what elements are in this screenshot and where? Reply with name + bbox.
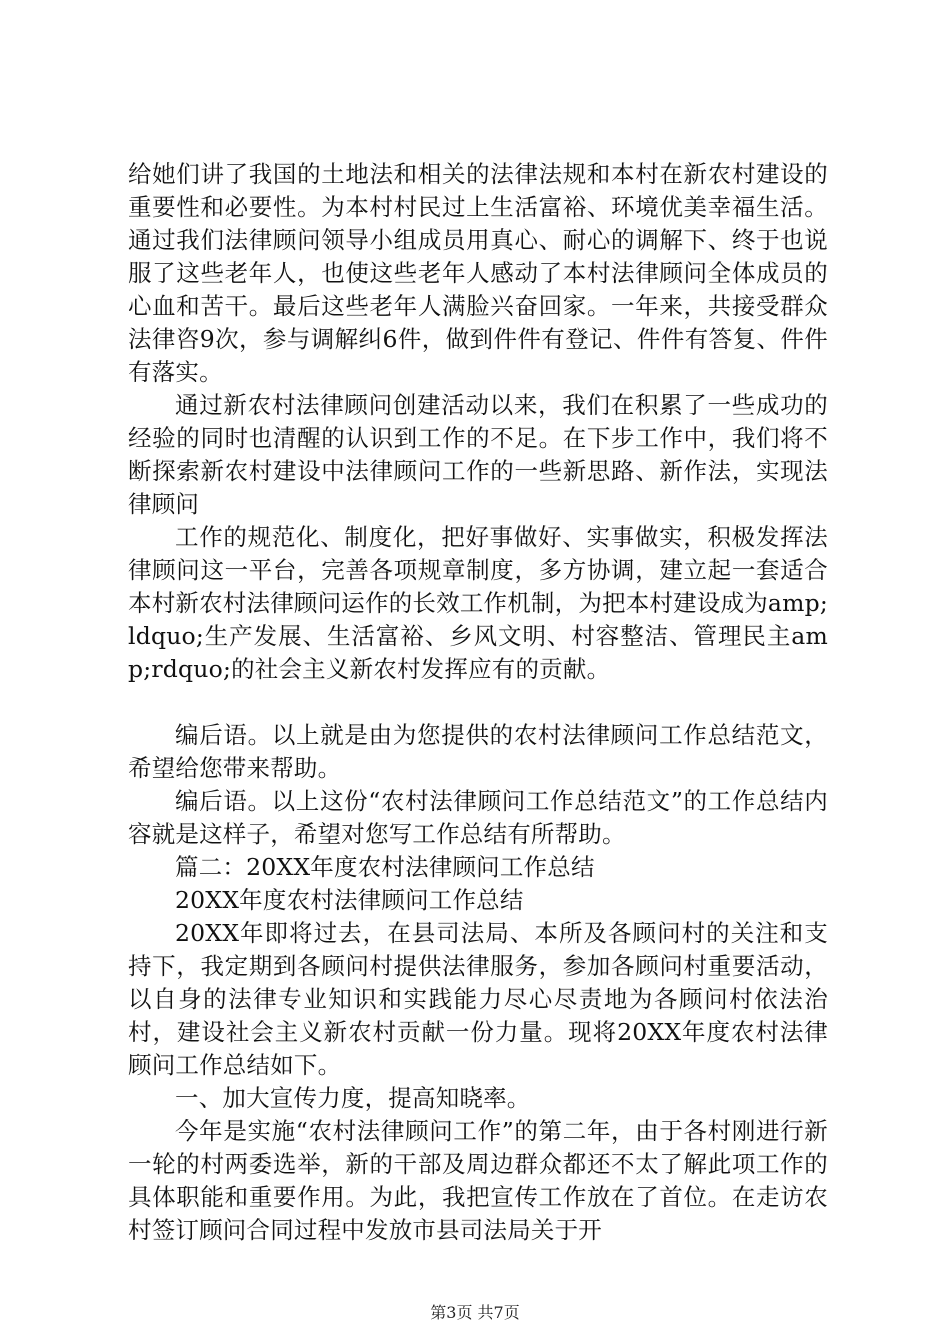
paragraph-2: 通过新农村法律顾问创建活动以来，我们在积累了一些成功的经验的同时也清醒的认识到工作的不足。在下步工作中，我们将不断探索新农村建设中法律顾问工作的一些新思路、新作法，实现法律顾问 — [128, 391, 828, 518]
page-number-footer: 第3页 共7页 — [430, 1303, 520, 1322]
paragraph-editor-note-1: 编后语。以上就是由为您提供的农村法律顾问工作总结范文，希望给您带来帮助。 — [128, 721, 828, 782]
paragraph-intro: 20XX年即将过去，在县司法局、本所及各顾问村的关注和支持下，我定期到各顾问村提供法律服务，参加各顾问村重要活动，以自身的法律专业知识和实践能力尽心尽责地为各顾问村依法治村，建设社会主义新农村贡献一份力量。现将20XX年度农村法律顾问工作总结如下。 — [128, 919, 828, 1079]
paragraph-3: 工作的规范化、制度化，把好事做好、实事做实，积极发挥法律顾问这一平台，完善各项规章制度，多方协调，建立起一套适合本村新农村法律顾问运作的长效工作机制，为把本村建设成为amp;ldquo;生产发展、生活富裕、乡风文明、村容整洁、管理民主amp;rdquo;的社会主义新农村发挥应有的贡献。 — [128, 523, 828, 683]
paragraph-publicity: 今年是实施“农村法律顾问工作”的第二年，由于各村刚进行新一轮的村两委选举，新的干部及周边群众都还不太了解此项工作的具体职能和重要作用。为此，我把宣传工作放在了首位。在走访农村签订顾问合同过程中发放市县司法局关于开 — [128, 1117, 828, 1244]
blank-line — [128, 686, 828, 719]
section-title: 20XX年度农村法律顾问工作总结 — [175, 886, 524, 914]
paragraph-1: 给她们讲了我国的土地法和相关的法律法规和本村在新农村建设的重要性和必要性。为本村村民过上生活富裕、环境优美幸福生活。通过我们法律顾问领导小组成员用真心、耐心的调解下、终于也说服了这些老年人，也使这些老年人感动了本村法律顾问全体成员的心血和苦干。最后这些老年人满脸兴奋回家。一年来，共接受群众法律咨9次，参与调解纠6件，做到件件有登记、件件有答复、件件有落实。 — [128, 160, 828, 386]
document-body — [128, 158, 828, 1247]
subheading-1: 一、加大宣传力度，提高知晓率。 — [175, 1084, 531, 1112]
paragraph-editor-note-2: 编后语。以上这份“农村法律顾问工作总结范文”的工作总结内容就是这样子，希望对您写工作总结有所帮助。 — [128, 787, 828, 848]
section-heading: 篇二：20XX年度农村法律顾问工作总结 — [175, 853, 595, 881]
